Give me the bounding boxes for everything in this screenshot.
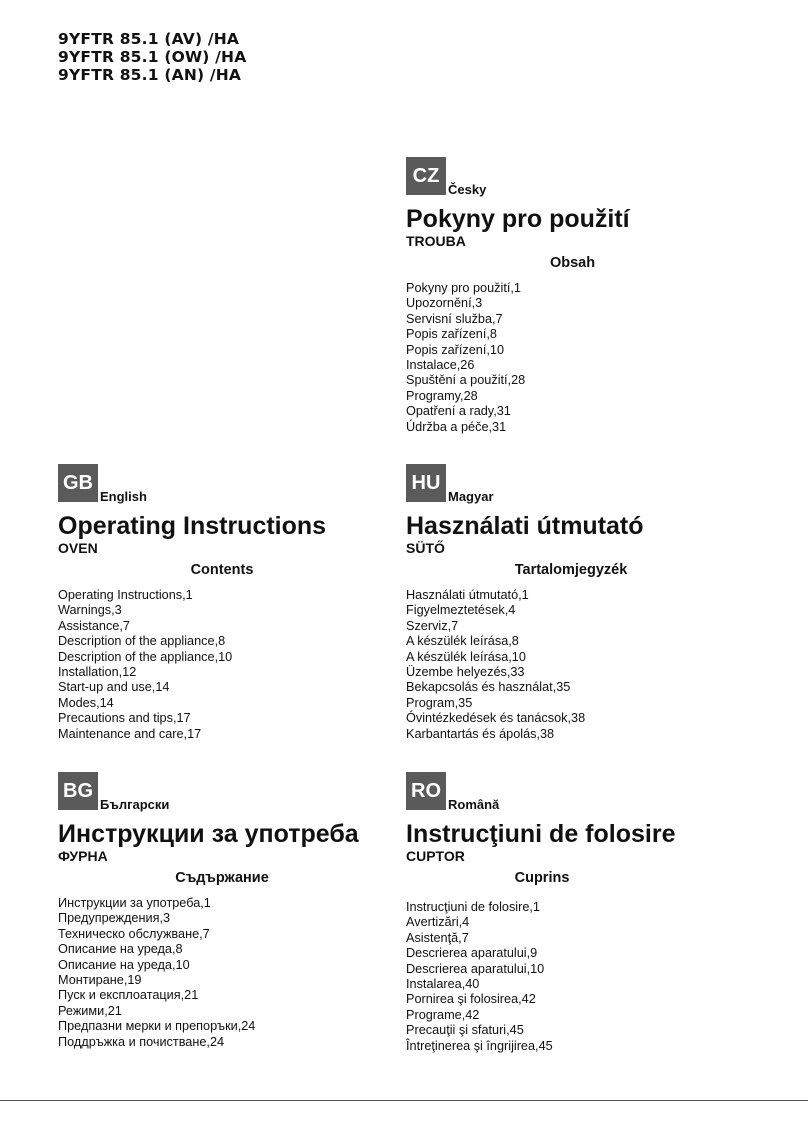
contents-item: Start-up and use,14 xyxy=(58,680,170,695)
language-header xyxy=(58,770,388,810)
language-header xyxy=(406,462,736,502)
contents-list xyxy=(406,900,736,1054)
contents-item: Program,35 xyxy=(406,695,473,710)
manual-title: Pokyny pro použití xyxy=(406,205,630,233)
language-name: Română xyxy=(448,797,500,812)
language-name: English xyxy=(100,489,147,504)
language-name: Magyar xyxy=(448,489,494,504)
contents-list xyxy=(406,588,736,742)
contents-item: Popis zařízení,8 xyxy=(406,327,497,342)
contents-item: Техническо обслужване,7 xyxy=(58,926,210,941)
section-ro xyxy=(406,770,736,1054)
contents-item: Szerviz,7 xyxy=(406,618,459,633)
section-cz xyxy=(406,155,736,435)
contents-item: Installation,12 xyxy=(58,665,137,680)
language-code-badge: HU xyxy=(406,464,446,502)
contents-item: Popis zařízení,10 xyxy=(406,342,505,357)
contents-item: Maintenance and care,17 xyxy=(58,726,202,741)
model-number: 9YFTR 85.1 (AV) /HA xyxy=(58,30,240,48)
contents-item: Bekapcsolás és használat,35 xyxy=(406,680,571,695)
language-code-badge: GB xyxy=(58,464,98,502)
contents-item: Avertizări,4 xyxy=(406,915,470,930)
contents-item: Upozornění,3 xyxy=(406,296,483,311)
language-name: Български xyxy=(100,797,170,812)
contents-item: Предпазни мерки и препоръки,24 xyxy=(58,1019,256,1034)
contents-item: Precauţii şi sfaturi,45 xyxy=(406,1023,524,1038)
manual-title: Инструкции за употреба xyxy=(58,820,359,848)
contents-item: Descrierea aparatului,9 xyxy=(406,946,538,961)
section-gb xyxy=(58,462,388,742)
appliance-subtitle: ФУРНА xyxy=(58,848,108,864)
model-numbers xyxy=(58,30,246,84)
bottom-divider xyxy=(0,1100,808,1101)
contents-item: Description of the appliance,10 xyxy=(58,649,233,664)
contents-item: Description of the appliance,8 xyxy=(58,634,226,649)
language-code-badge: CZ xyxy=(406,157,446,195)
model-number: 9YFTR 85.1 (AN) /HA xyxy=(58,66,242,84)
section-bg xyxy=(58,770,388,1050)
appliance-subtitle: CUPTOR xyxy=(406,848,465,864)
language-name: Česky xyxy=(448,182,487,197)
language-header xyxy=(58,462,388,502)
contents-item: Programy,28 xyxy=(406,388,478,403)
contents-item: Предупреждения,3 xyxy=(58,911,171,926)
contents-heading: Tartalomjegyzék xyxy=(514,562,628,578)
contents-item: Warnings,3 xyxy=(58,603,122,618)
contents-item: Servisní služba,7 xyxy=(406,311,503,326)
contents-item: Описание на уреда,8 xyxy=(58,942,183,957)
contents-item: Üzembe helyezés,33 xyxy=(406,665,525,680)
contents-list xyxy=(58,896,388,1050)
contents-item: Întreţinerea şi îngrijirea,45 xyxy=(406,1038,553,1053)
contents-item: Инструкции за употреба,1 xyxy=(58,896,211,910)
contents-item: Пуск и експлоатация,21 xyxy=(58,988,199,1003)
contents-item: Programe,42 xyxy=(406,1007,480,1022)
contents-item: Instalace,26 xyxy=(406,358,475,373)
contents-item: Assistance,7 xyxy=(58,618,130,633)
language-header xyxy=(406,155,736,195)
manual-title: Instrucţiuni de folosire xyxy=(406,820,676,848)
contents-item: Instrucţiuni de folosire,1 xyxy=(406,900,540,914)
appliance-subtitle: SÜTŐ xyxy=(406,540,445,556)
language-code-badge: BG xyxy=(58,772,98,810)
contents-heading: Obsah xyxy=(549,255,596,271)
contents-item: Pornirea şi folosirea,42 xyxy=(406,992,536,1007)
appliance-subtitle: OVEN xyxy=(58,540,98,556)
contents-item: Precautions and tips,17 xyxy=(58,711,191,726)
contents-item: Instalarea,40 xyxy=(406,977,480,992)
contents-item: Használati útmutató,1 xyxy=(406,588,529,602)
contents-item: Монтиране,19 xyxy=(58,973,142,988)
manual-title: Operating Instructions xyxy=(58,512,327,540)
contents-item: Karbantartás és ápolás,38 xyxy=(406,726,555,741)
language-header xyxy=(406,770,736,810)
section-hu xyxy=(406,462,736,742)
contents-item: Figyelmeztetések,4 xyxy=(406,603,516,618)
contents-item: A készülék leírása,8 xyxy=(406,634,519,649)
contents-item: Spuštění a použití,28 xyxy=(406,373,526,388)
contents-item: Режими,21 xyxy=(58,1003,122,1018)
contents-item: Óvintézkedések és tanácsok,38 xyxy=(406,711,586,726)
contents-item: Descrierea aparatului,10 xyxy=(406,961,545,976)
language-code-badge: RO xyxy=(406,772,446,810)
contents-item: Поддръжка и почистване,24 xyxy=(58,1034,225,1049)
contents-item: Modes,14 xyxy=(58,695,114,710)
model-number: 9YFTR 85.1 (OW) /HA xyxy=(58,48,247,66)
contents-item: Описание на уреда,10 xyxy=(58,957,190,972)
contents-heading: Contents xyxy=(190,562,254,578)
contents-item: Asistenţă,7 xyxy=(406,930,469,945)
contents-item: A készülék leírása,10 xyxy=(406,649,526,664)
contents-heading: Cuprins xyxy=(514,870,570,886)
contents-list xyxy=(406,281,736,435)
contents-item: Opatření a rady,31 xyxy=(406,404,511,419)
contents-item: Pokyny pro použití,1 xyxy=(406,281,521,295)
appliance-subtitle: TROUBA xyxy=(406,233,466,249)
contents-item: Operating Instructions,1 xyxy=(58,588,193,602)
manual-title: Használati útmutató xyxy=(406,512,644,540)
contents-item: Údržba a péče,31 xyxy=(406,419,507,434)
contents-heading: Съдържание xyxy=(175,870,269,886)
contents-list xyxy=(58,588,388,742)
